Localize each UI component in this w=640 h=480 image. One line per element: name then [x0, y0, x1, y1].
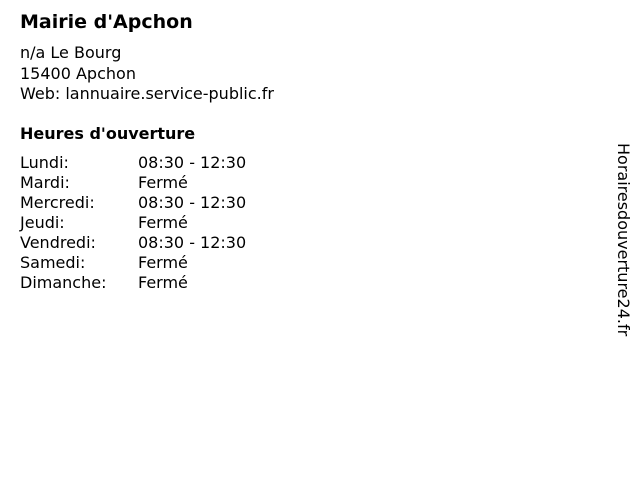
hours-row-wednesday: [20, 193, 246, 213]
site-watermark: Horairesdouverture24.fr: [614, 143, 633, 337]
hours-row-friday: [20, 233, 246, 253]
day-label: Mercredi:: [20, 193, 95, 212]
hours-value: Fermé: [138, 213, 188, 232]
day-label: Lundi:: [20, 153, 69, 172]
hours-row-sunday: [20, 273, 246, 293]
page-title: Mairie d'Apchon: [20, 11, 193, 33]
hours-row-thursday: [20, 213, 246, 233]
day-label: Samedi:: [20, 253, 86, 272]
day-label: Jeudi:: [20, 213, 65, 232]
hours-table: [20, 153, 246, 293]
hours-value: Fermé: [138, 273, 188, 292]
hours-row-monday: [20, 153, 246, 173]
hours-row-tuesday: [20, 173, 246, 193]
address-street: n/a Le Bourg: [20, 43, 122, 62]
hours-value: Fermé: [138, 173, 188, 192]
hours-heading: Heures d'ouverture: [20, 124, 196, 143]
day-label: Mardi:: [20, 173, 70, 192]
day-label: Dimanche:: [20, 273, 107, 292]
address-block: [20, 43, 274, 105]
address-web: Web: lannuaire.service-public.fr: [20, 84, 274, 103]
address-city: 15400 Apchon: [20, 63, 136, 83]
hours-value: 08:30 - 12:30: [138, 153, 247, 172]
hours-row-saturday: [20, 253, 246, 273]
hours-value: Fermé: [138, 253, 188, 272]
day-label: Vendredi:: [20, 233, 96, 252]
hours-value: 08:30 - 12:30: [138, 193, 247, 212]
hours-value: 08:30 - 12:30: [138, 233, 247, 252]
